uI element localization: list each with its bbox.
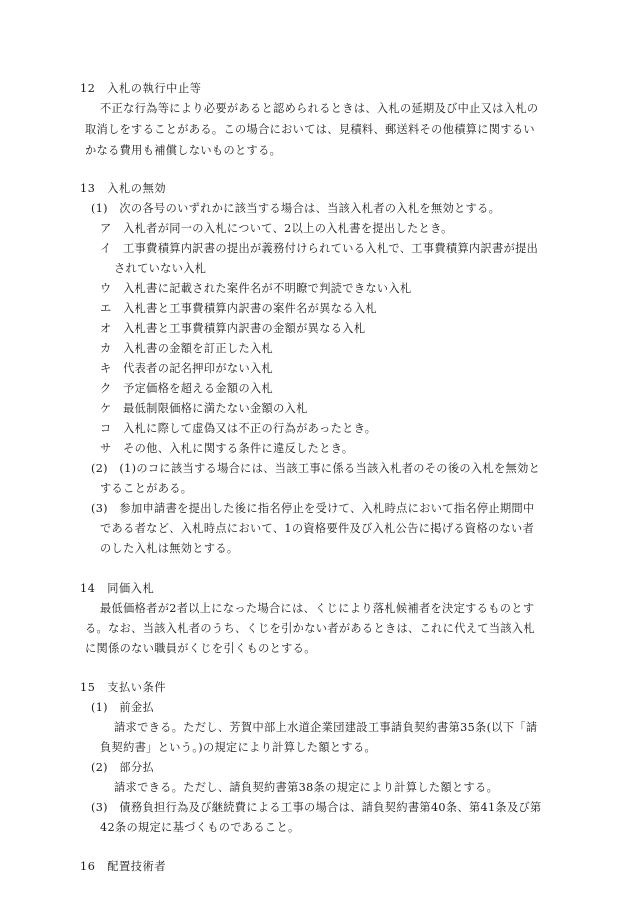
section-15-item-3-continuation: 42条の規定に基づくものであること。 [100,821,300,834]
section-13-item-2-continuation: することがある。 [100,482,193,495]
section-13-sub-item: カ 入札書の金額を訂正した入札 [100,342,274,355]
section-13-item-3-continuation: のした入札は無効とする。 [100,542,239,555]
section-12-heading: 12 入札の執行中止等 [80,82,202,95]
section-14-paragraph-line: に関係のない職員がくじを引くものとする。 [85,642,316,655]
section-13-item-2: (2) (1)のコに該当する場合には、当該工事に係る当該入札者のその後の入札を無効と [91,462,541,475]
section-13-heading: 13 入札の無効 [80,182,167,195]
section-13-sub-item: ア 入札者が同一の入札について、2以上の入札書を提出したとき。 [100,222,453,235]
section-13-sub-item: ケ 最低制限価格に満たない金額の入札 [100,402,308,415]
section-13-sub-item: ク 予定価格を超える金額の入札 [100,382,274,395]
section-12-paragraph-line: かなる費用も補償しないものとする。 [85,144,282,157]
section-14-paragraph-line: る。なお、当該入札者のうち、くじを引かない者があるときは、これに代えて当該入札 [85,622,535,635]
section-13-sub-item: コ 入札に際して虚偽又は不正の行為があったとき。 [100,422,377,435]
section-15-item-3: (3) 債務負担行為及び継続費による工事の場合は、請負契約書第40条、第41条及び第 [91,801,542,814]
section-13-item-3-continuation: である者など、入札時点において、1の資格要件及び入札公告に掲げる資格のない者 [100,522,535,535]
section-13-sub-item-continuation: されていない入札 [114,262,207,275]
section-16-heading: 16 配置技術者 [80,860,167,873]
section-12-paragraph-line: 不正な行為等により必要があると認められるときは、入札の延期及び中止又は入札の [100,102,539,115]
section-15-heading: 15 支払い条件 [80,681,167,694]
section-14-paragraph-line: 最低価格者が2者以上になった場合には、くじにより落札候補者を決定するものとす [100,602,535,615]
section-14-heading: 14 同価入札 [80,582,155,595]
section-13-sub-item: イ 工事費積算内訳書の提出が義務付けられている入札で、工事費積算内訳書が提出 [100,242,539,255]
section-13-sub-item: ウ 入札書に記載された案件名が不明瞭で判読できない入札 [100,282,412,295]
section-13-item-3: (3) 参加申請書を提出した後に指名停止を受けて、入札時点において指名停止期間中 [91,502,535,515]
section-13-sub-item: エ 入札書と工事費積算内訳書の案件名が異なる入札 [100,302,377,315]
section-15-item-1-body: 負契約書」という。)の規定により計算した額とする。 [100,741,377,754]
section-15-item-1-title: (1) 前金払 [91,701,155,714]
section-13-item-1: (1) 次の各号のいずれかに該当する場合は、当該入札者の入札を無効とする。 [91,202,501,215]
section-12-paragraph-line: 取消しをすることがある。この場合においては、見積料、郵送料その他積算に関するい [85,123,535,136]
section-13-sub-item: キ 代表者の記名押印がない入札 [100,362,274,375]
section-15-item-2-body: 請求できる。ただし、請負契約書第38条の規定により計算した額とする。 [114,781,499,794]
section-13-sub-item: オ 入札書と工事費積算内訳書の金額が異なる入札 [100,322,366,335]
section-15-item-2-title: (2) 部分払 [91,761,155,774]
section-13-sub-item: サ その他、入札に関する条件に違反したとき。 [100,442,354,455]
section-15-item-1-body: 請求できる。ただし、芳賀中部上水道企業団建設工事請負契約書第35条(以下「請 [114,721,538,734]
